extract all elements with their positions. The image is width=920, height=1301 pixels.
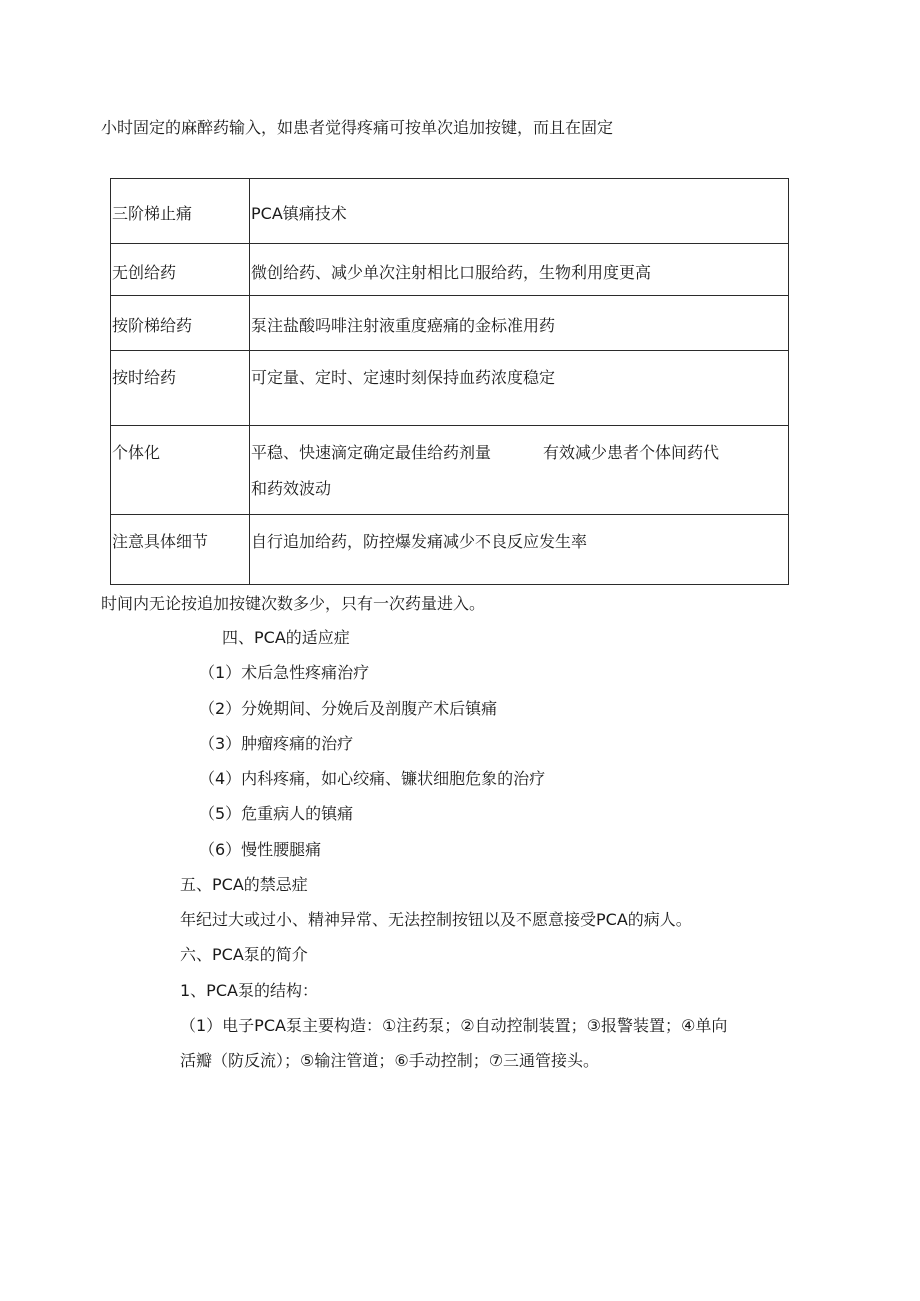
table-cell-right: PCA镇痛技术	[250, 179, 789, 244]
list-item: （6）慢性腰腿痛	[199, 840, 322, 859]
table-row	[111, 244, 789, 296]
table-row	[111, 515, 789, 585]
section-6-item-line-2: 活瓣（防反流）；⑤输注管道；⑥手动控制；⑦三通管接头。	[180, 1051, 600, 1070]
table-row	[111, 296, 789, 351]
list-item: （4）内科疼痛，如心绞痛、镰状细胞危象的治疗	[199, 769, 546, 788]
section-6-heading: 六、PCA泵的简介	[180, 945, 308, 964]
list-item: （2）分娩期间、分娩后及剖腹产术后镇痛	[199, 699, 498, 718]
list-item: （1）术后急性疼痛治疗	[199, 663, 370, 682]
table-cell-right: 泵注盐酸吗啡注射液重度癌痛的金标准用药	[250, 296, 789, 351]
table-cell-right: 微创给药、减少单次注射相比口服给药，生物利用度更高	[250, 244, 789, 296]
section-5-body: 年纪过大或过小、精神异常、无法控制按钮以及不愿意接受PCA的病人。	[180, 910, 692, 929]
table-cell-right	[250, 426, 789, 515]
list-item: （5）危重病人的镇痛	[199, 804, 354, 823]
table-cell-left: 三阶梯止痛	[111, 179, 250, 244]
table-cell-right: 可定量、定时、定速时刻保持血药浓度稳定	[250, 351, 789, 426]
paragraph-top-line: 小时固定的麻醉药输入，如患者觉得疼痛可按单次追加按键，而且在固定	[101, 118, 614, 137]
table-row	[111, 426, 789, 515]
comparison-table	[110, 178, 789, 585]
cell-text-a: 平稳、快速滴定确定最佳给药剂量	[251, 443, 492, 462]
cell-text-b: 有效减少患者个体间药代	[543, 443, 720, 462]
section-6-subheading: 1、PCA泵的结构：	[180, 981, 318, 1000]
table-cell-left: 按时给药	[111, 351, 250, 426]
section-6-item-line-1: （1）电子PCA泵主要构造：①注药泵；②自动控制装置；③报警装置；④单向	[180, 1016, 728, 1035]
table-cell-left: 注意具体细节	[111, 515, 250, 585]
table-row	[111, 351, 789, 426]
table-cell-left: 无创给药	[111, 244, 250, 296]
list-item: （3）肿瘤疼痛的治疗	[199, 734, 354, 753]
section-5-heading: 五、PCA的禁忌症	[180, 875, 308, 894]
table-cell-left: 个体化	[111, 426, 250, 515]
section-4-heading: 四、PCA的适应症	[222, 628, 350, 647]
cell-text-c: 和药效波动	[251, 479, 332, 498]
table-cell-right: 自行追加给药，防控爆发痛减少不良反应发生率	[250, 515, 789, 585]
table-cell-left: 按阶梯给药	[111, 296, 250, 351]
table-row	[111, 179, 789, 244]
paragraph-continuation: 时间内无论按追加按键次数多少，只有一次药量进入。	[101, 594, 486, 613]
